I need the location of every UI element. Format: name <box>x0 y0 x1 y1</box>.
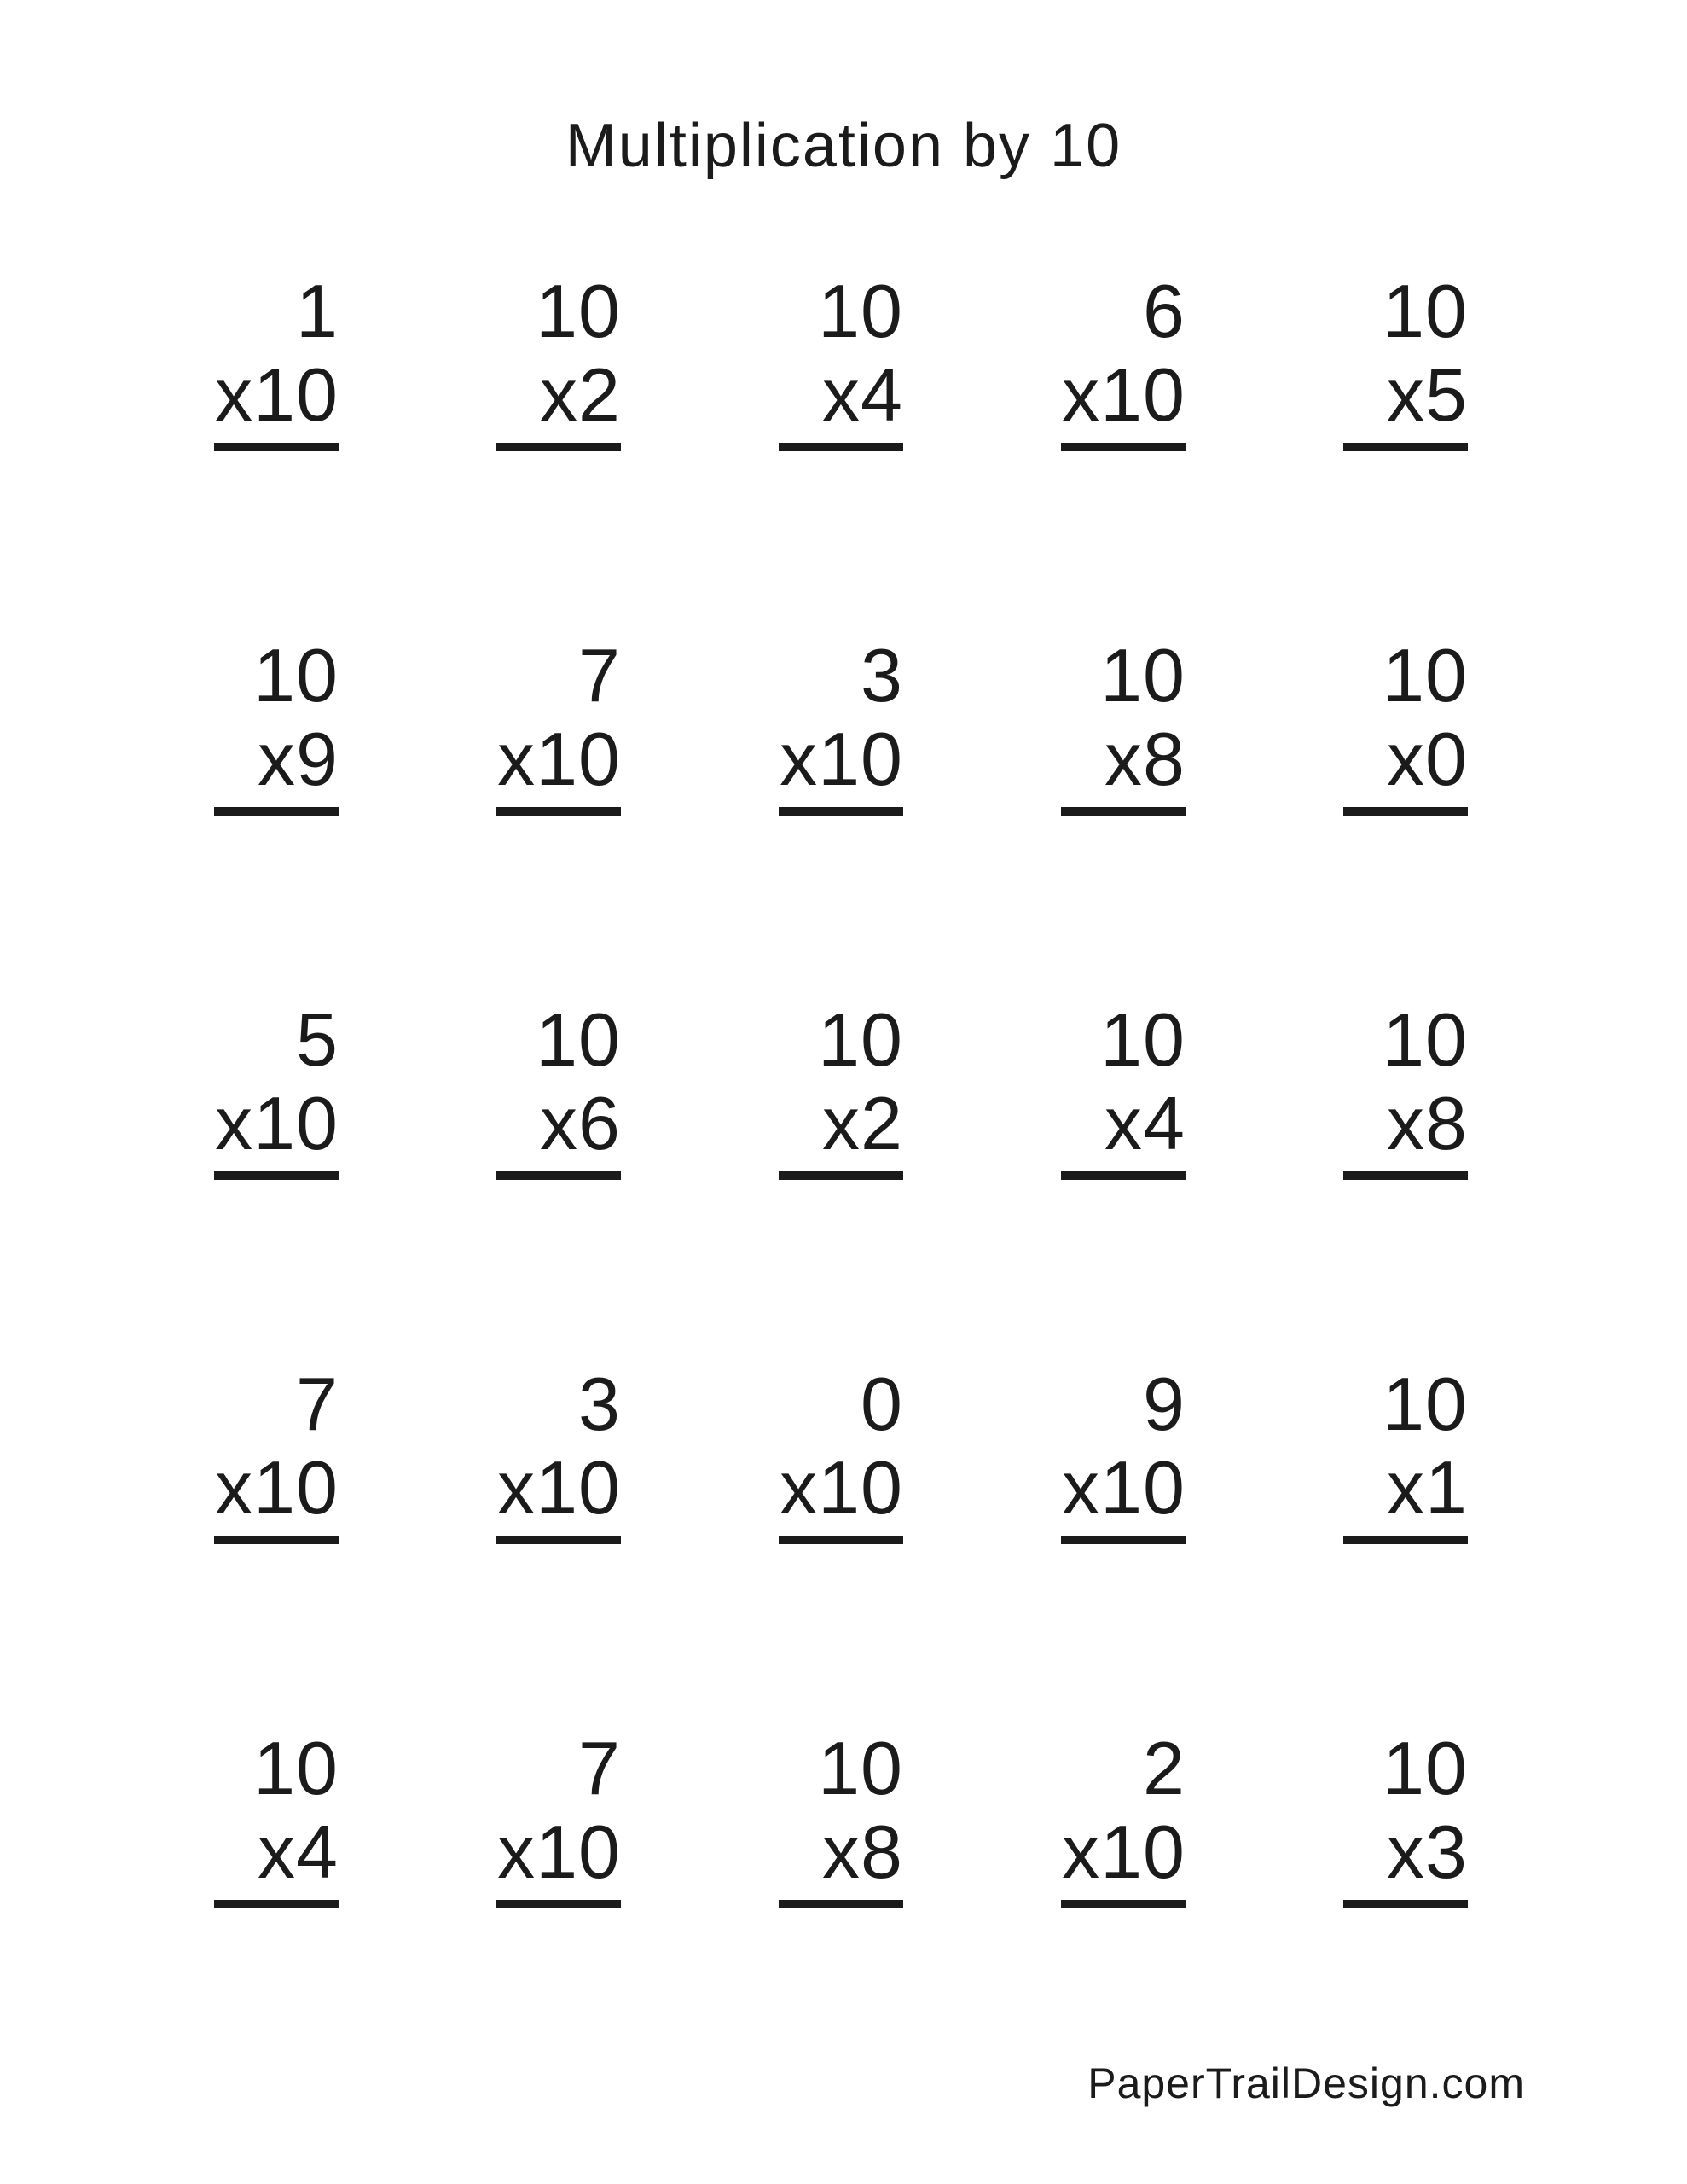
problem-bottom-operand: x10 <box>497 1809 621 1894</box>
problem-bottom-operand: x4 <box>1104 1081 1186 1165</box>
problem-bottom-operand: x6 <box>540 1081 621 1165</box>
problem-bottom-operand: x10 <box>1062 1809 1186 1894</box>
multiplication-problem <box>339 997 621 1367</box>
multiplication-problem <box>1186 1726 1468 2095</box>
answer-line <box>779 807 903 816</box>
footer-credit: PaperTrailDesign.com <box>1087 2059 1525 2107</box>
problem-bottom-operand: x10 <box>215 1081 339 1165</box>
problem-top-operand: 6 <box>1143 269 1186 353</box>
answer-line <box>496 443 621 451</box>
problem-bottom-operand: x2 <box>540 352 621 437</box>
problem-top-operand: 5 <box>296 997 339 1082</box>
multiplication-problem <box>56 1726 339 2095</box>
problem-bottom-operand: x8 <box>1104 717 1186 801</box>
answer-line <box>1061 1171 1186 1180</box>
problem-bottom-operand: x0 <box>1387 717 1468 801</box>
problem-top-operand: 3 <box>578 1362 621 1446</box>
problem-top-operand: 10 <box>1383 1362 1468 1446</box>
problem-top-operand: 10 <box>253 1726 339 1810</box>
answer-line <box>496 807 621 816</box>
multiplication-problem <box>339 1726 621 2095</box>
problem-top-operand: 10 <box>818 269 903 353</box>
problem-top-operand: 2 <box>1143 1726 1186 1810</box>
problem-bottom-operand: x8 <box>822 1809 903 1894</box>
problem-top-operand: 10 <box>1100 997 1186 1082</box>
problem-bottom-operand: x5 <box>1387 352 1468 437</box>
answer-line <box>214 443 339 451</box>
multiplication-problem <box>56 269 339 638</box>
multiplication-problem <box>1186 997 1468 1367</box>
problem-top-operand: 10 <box>1383 997 1468 1082</box>
answer-line <box>1343 1900 1468 1908</box>
problem-top-operand: 7 <box>296 1362 339 1446</box>
problem-top-operand: 10 <box>818 1726 903 1810</box>
problem-top-operand: 1 <box>296 269 339 353</box>
multiplication-problem <box>621 997 903 1367</box>
answer-line <box>1061 1536 1186 1544</box>
problem-bottom-operand: x9 <box>258 717 339 801</box>
problem-bottom-operand: x10 <box>780 717 903 801</box>
problems-grid <box>56 269 1468 2095</box>
problem-bottom-operand: x10 <box>1062 1445 1186 1530</box>
problem-top-operand: 10 <box>536 269 621 353</box>
problem-top-operand: 10 <box>1100 633 1186 717</box>
answer-line <box>779 1900 903 1908</box>
multiplication-problem <box>339 269 621 638</box>
problem-bottom-operand: x1 <box>1387 1445 1468 1530</box>
multiplication-problem <box>1186 633 1468 1002</box>
problem-top-operand: 9 <box>1143 1362 1186 1446</box>
multiplication-problem <box>903 269 1186 638</box>
problem-bottom-operand: x10 <box>780 1445 903 1530</box>
multiplication-problem <box>1186 1362 1468 1731</box>
multiplication-problem <box>621 1726 903 2095</box>
problem-bottom-operand: x3 <box>1387 1809 1468 1894</box>
problem-bottom-operand: x10 <box>497 717 621 801</box>
answer-line <box>214 1900 339 1908</box>
multiplication-problem <box>621 1362 903 1731</box>
answer-line <box>214 807 339 816</box>
answer-line <box>1343 443 1468 451</box>
problem-bottom-operand: x10 <box>497 1445 621 1530</box>
problem-bottom-operand: x8 <box>1387 1081 1468 1165</box>
multiplication-problem <box>56 1362 339 1731</box>
answer-line <box>1343 807 1468 816</box>
problem-top-operand: 10 <box>818 997 903 1082</box>
multiplication-problem <box>903 1362 1186 1731</box>
answer-line <box>1061 1900 1186 1908</box>
problem-top-operand: 3 <box>861 633 903 717</box>
problem-bottom-operand: x4 <box>822 352 903 437</box>
answer-line <box>214 1171 339 1180</box>
answer-line <box>779 1171 903 1180</box>
problem-top-operand: 10 <box>536 997 621 1082</box>
answer-line <box>496 1900 621 1908</box>
problem-top-operand: 10 <box>1383 633 1468 717</box>
answer-line <box>496 1536 621 1544</box>
problem-bottom-operand: x10 <box>215 352 339 437</box>
problem-bottom-operand: x10 <box>215 1445 339 1530</box>
problem-top-operand: 0 <box>861 1362 903 1446</box>
answer-line <box>496 1171 621 1180</box>
problem-bottom-operand: x4 <box>258 1809 339 1894</box>
multiplication-problem <box>56 997 339 1367</box>
problem-top-operand: 10 <box>253 633 339 717</box>
answer-line <box>1061 807 1186 816</box>
multiplication-problem <box>903 1726 1186 2095</box>
multiplication-problem <box>621 269 903 638</box>
answer-line <box>1061 443 1186 451</box>
problem-bottom-operand: x2 <box>822 1081 903 1165</box>
multiplication-problem <box>1186 269 1468 638</box>
answer-line <box>1343 1171 1468 1180</box>
multiplication-problem <box>903 997 1186 1367</box>
answer-line <box>1343 1536 1468 1544</box>
answer-line <box>779 1536 903 1544</box>
problem-top-operand: 10 <box>1383 269 1468 353</box>
worksheet-title: Multiplication by 10 <box>565 112 1122 180</box>
multiplication-problem <box>339 633 621 1002</box>
problem-top-operand: 7 <box>578 633 621 717</box>
multiplication-problem <box>339 1362 621 1731</box>
answer-line <box>214 1536 339 1544</box>
multiplication-problem <box>56 633 339 1002</box>
problem-top-operand: 7 <box>578 1726 621 1810</box>
problem-top-operand: 10 <box>1383 1726 1468 1810</box>
multiplication-problem <box>903 633 1186 1002</box>
problem-bottom-operand: x10 <box>1062 352 1186 437</box>
multiplication-problem <box>621 633 903 1002</box>
answer-line <box>779 443 903 451</box>
